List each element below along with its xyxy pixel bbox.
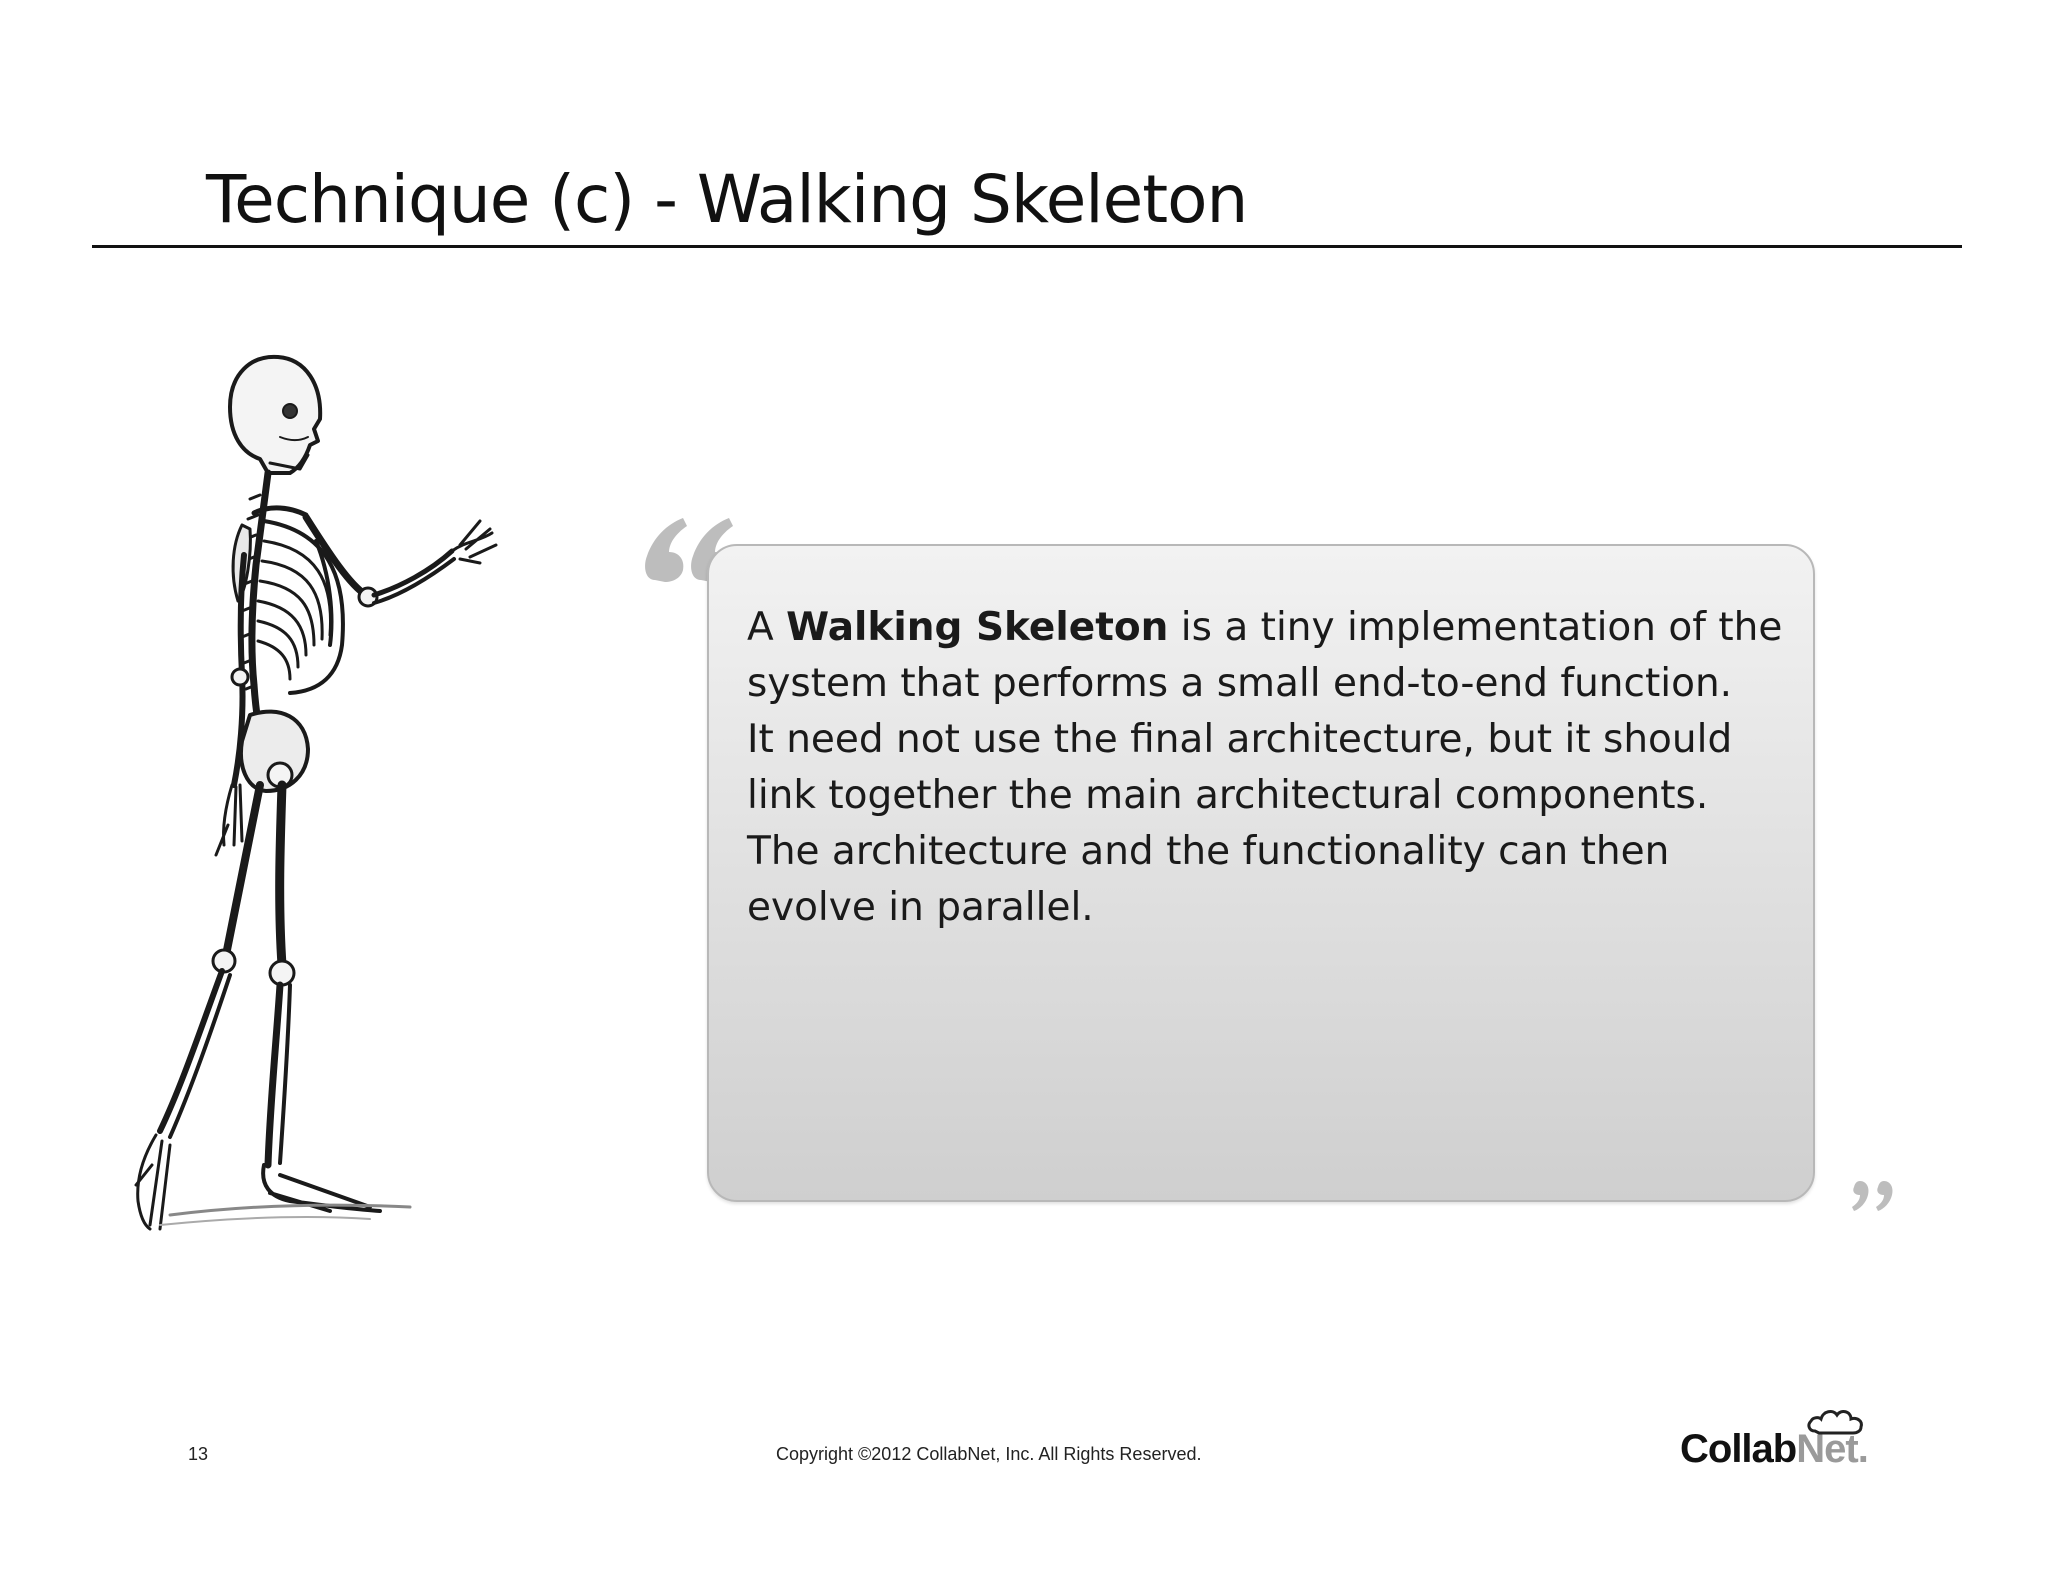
walking-skeleton-illustration: [130, 345, 560, 1315]
quote-line-5: The architecture and the functionality can then: [747, 829, 1670, 874]
logo-wordmark: [1680, 1427, 1868, 1471]
logo-wordmark-collab: Collab: [1680, 1427, 1797, 1471]
slide-title: Technique (c) - Walking Skeleton: [206, 161, 1248, 238]
logo-wordmark-net: Net.: [1796, 1427, 1868, 1471]
copyright-notice: Copyright ©2012 CollabNet, Inc. All Rights Reserved.: [776, 1444, 1202, 1464]
close-quote-icon: [1852, 1175, 1902, 1215]
title-divider: [92, 245, 1962, 248]
quote-text: [747, 600, 1787, 936]
walking-skeleton-term: Walking Skeleton: [786, 605, 1169, 650]
quote-line-1: [747, 600, 1787, 656]
quote-line-1-pre: A: [747, 605, 787, 650]
page-number: 13: [188, 1444, 209, 1464]
collabnet-logo: [1680, 1405, 1880, 1471]
quote-line-2: system that performs a small end-to-end function.: [747, 661, 1733, 706]
quote-line-6: evolve in parallel.: [747, 885, 1094, 930]
quote-line-3: It need not use the final architecture, but it should: [747, 717, 1733, 762]
quote-line-4: link together the main architectural components.: [747, 773, 1709, 818]
quote-line-1-post: is a tiny implementation of the: [1168, 605, 1783, 650]
